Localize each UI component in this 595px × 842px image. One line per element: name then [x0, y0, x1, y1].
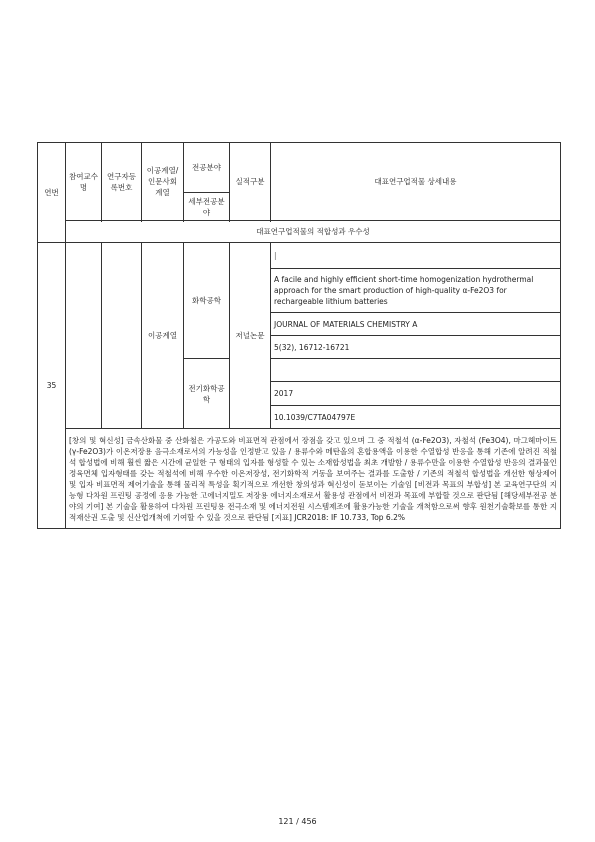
suitability-narrative: [창의 및 혁신성] 금속산화물 중 산화철은 가공도와 비표면적 관점에서 장점을 갖고 있으며 그 중 적철석 (α-Fe2O3), 자철석 (Fe3O4), 마그헤마이트 (γ-Fe2O3)가 이온저장용 음극소재로서의 가능성을 인정받고 있음 / 용류수와 메탄올의 혼합용액을 이용한 수열합성 반응을 통해 기존에 알려진 적철석 합성법에 비해 훨씬 짧은 시간에 균일한 구 형태의 입자를 형성할 수 있는 소재합성법을 최초 개발함 / 용류수만을 이용한 수열합성 반응의 결과물인 정육면체 입자형태를 갖는 적철석에 비해 우수한 이온저장성, 전기화학적 거동을 보여주는 결과를 도출함 / 기존의 적철석 합성법을 개선한 형상제어 및 입자 비표면적 제어기술을 통해 물리적 특성을 획기적으로 개선한 창의성과 혁신성이 돋보이는 기술임 [비전과 목표의 부합성] 본 교육연구단의 지능형 다차원 프린팅 공정에 응용 가능한 고에너지밀도 저장용 에너지소재로서 활용성 관점에서 비전과 목표에 부합할 것으로 판단됨 [해당세부전공 분야의 기여] 본 기술을 활용하여 다차원 프린팅용 전극소재 및 에너지전원 시스템제조에 활용가능한 기술을 개척함으로써 향후 원천기술확보를 통한 지적재산권 도출 및 신산업개척에 기여할 수 있을 것으로 판단됨 [지표] JCR2018: IF 10.733, Top 6.2%: [66, 429, 561, 529]
detail-major-cell: 전기화학공학: [184, 359, 230, 429]
research-table: [37, 142, 561, 529]
header-participating-professor: 참여교수명: [66, 143, 102, 221]
page-number: 121 / 456: [278, 817, 317, 826]
header-detail-major: 세부전공분야: [184, 193, 230, 221]
participating-professor-cell: [66, 243, 102, 429]
journal-name: JOURNAL OF MATERIALS CHEMISTRY A: [271, 313, 561, 336]
publication-year: 2017: [271, 382, 561, 406]
field-cell: 이공계열: [142, 243, 184, 429]
header-field: 이공계열/인문사회계열: [142, 143, 184, 221]
header-major: 전공분야: [184, 143, 230, 193]
header-detail: 대표연구업적물 상세내용: [271, 143, 561, 221]
header-researcher-reg: 연구자등록번호: [102, 143, 142, 221]
header-suitability: 대표연구업적물의 적합성과 우수성: [66, 221, 561, 243]
performance-type-cell: 저널논문: [230, 243, 271, 429]
major-cell: 화학공학: [184, 243, 230, 359]
row-number: 35: [38, 243, 66, 529]
paper-title: A facile and highly efficient short-time homogenization hydrothermal approach for the smart production of high-quality α-Fe2O3 for rechargeable lithium batteries: [271, 269, 561, 313]
volume-pages: 5(32), 16712-16721: [271, 336, 561, 359]
researcher-reg-cell: [102, 243, 142, 429]
detail-blank: [271, 359, 561, 382]
detail-top-marker: |: [271, 243, 561, 269]
header-performance-type: 실적구분: [230, 143, 271, 221]
doi: 10.1039/C7TA04797E: [271, 406, 561, 429]
header-no: 연번: [38, 143, 66, 243]
